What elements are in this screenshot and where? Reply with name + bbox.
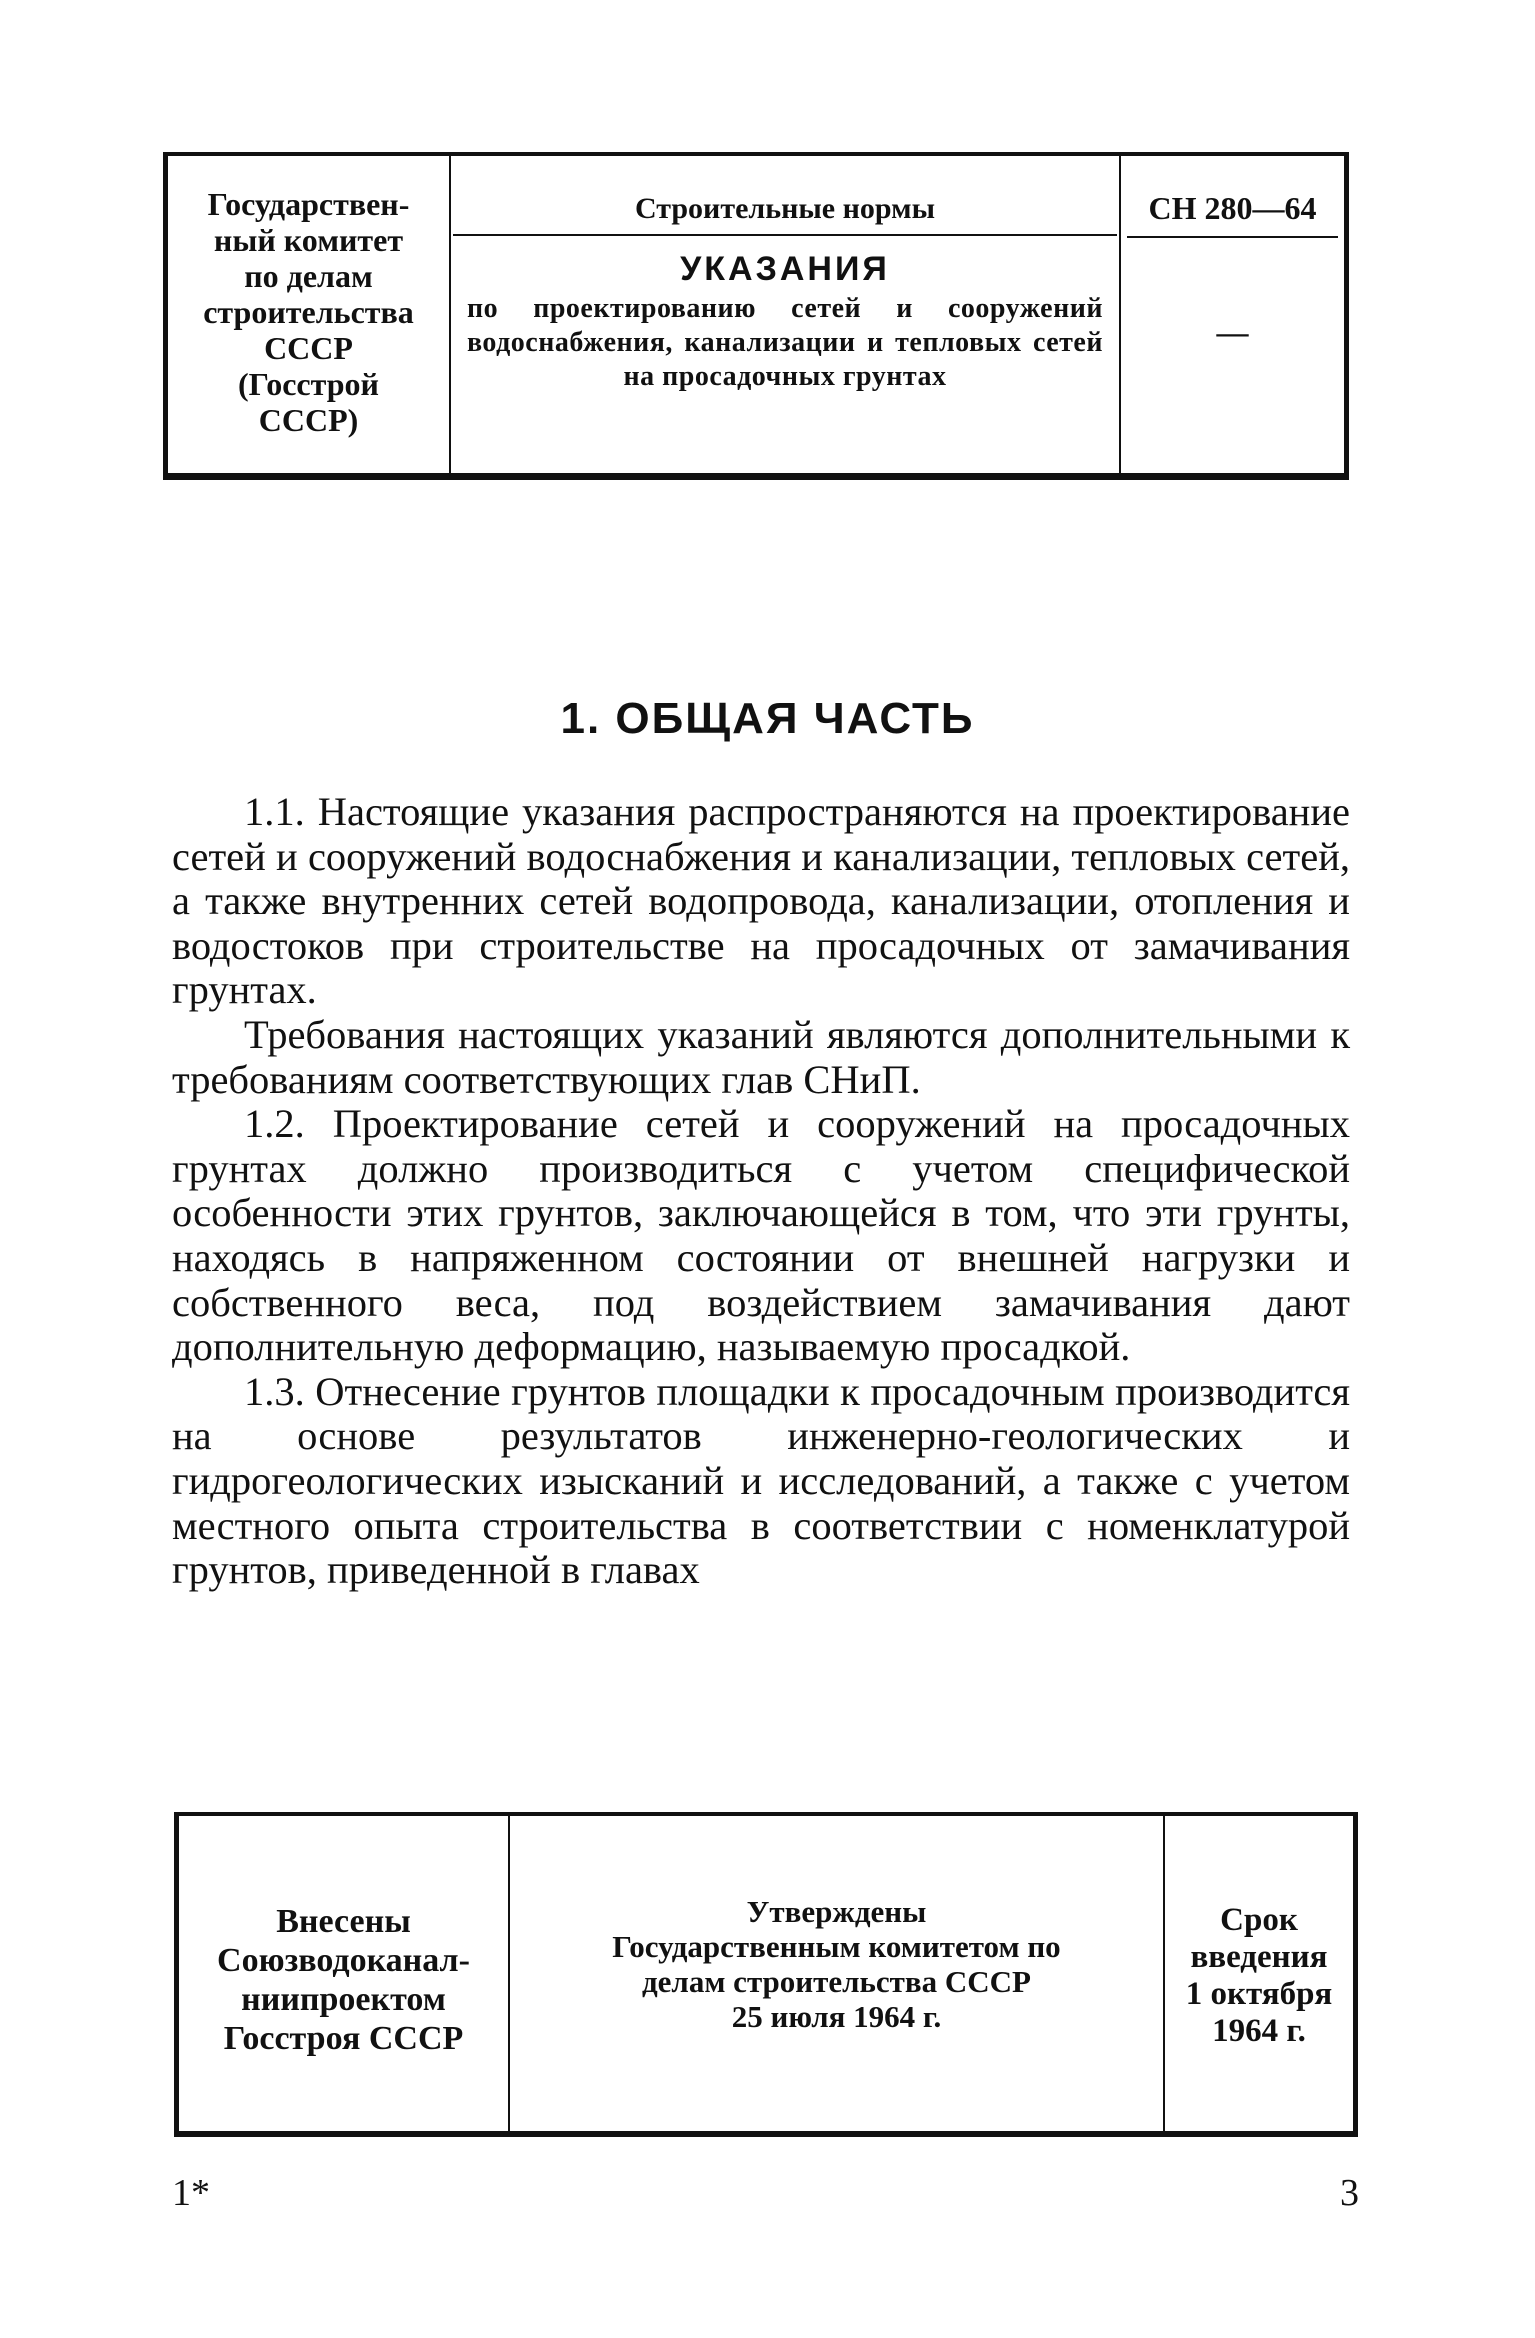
effective-date: 1 октября — [1185, 1976, 1333, 2012]
paragraph-number: 1.1. — [244, 789, 305, 834]
paragraph-1-2 — [172, 1102, 1350, 1370]
effective-label: введения — [1190, 1939, 1328, 1975]
replaces-value: — — [1216, 314, 1249, 350]
document-code-cell — [1121, 156, 1344, 473]
approved-label: Утверждены — [746, 1894, 927, 1929]
paragraph-1-1 — [172, 790, 1350, 1013]
issuing-authority: Государствен- ный комитет по делам строительства СССР (Госстрой СССР) — [168, 156, 451, 473]
paragraph-number: 1.3. — [244, 1368, 305, 1414]
norms-label: Строительные нормы — [453, 192, 1117, 236]
effective-label: Срок — [1220, 1902, 1298, 1938]
paragraph-text: Требования настоящих указаний являются дополнительными к требованиям соответствующих глав СНиП. — [172, 1011, 1350, 1102]
paragraph-text: Проектирование сетей и сооружений на просадочных грунтах должно производиться с учетом специфической особенности этих грунтов, заключающейся в том, что эти грунты, находясь в напряженном состоянии от внешней нагрузки и собственного веса, под воздействием замачивания дают дополнительную деформацию, называемую просадкой. — [172, 1101, 1350, 1370]
submitted-cell — [179, 1816, 510, 2131]
approval-table — [174, 1812, 1358, 2137]
paragraph-1-3 — [172, 1370, 1350, 1593]
paragraph-1-1-continued — [172, 1013, 1350, 1102]
signature-mark: 1* — [172, 2172, 210, 2214]
paragraph-text: Настоящие указания распространяются на проектирование сетей и сооружений водоснабжения и канализации, тепловых сетей, а также внутренних сетей водопровода, канализации, отопления и водостоков при строительстве на просадочных от замачивания грунтах. — [172, 789, 1350, 1013]
paragraph-number: 1.2. — [244, 1101, 305, 1147]
submitted-by-line: ниипроектом — [241, 1981, 446, 2018]
effective-date-cell — [1165, 1816, 1353, 2131]
approved-cell — [510, 1816, 1165, 2131]
document-designation — [451, 156, 1121, 473]
submitted-by-line: Госстроя СССР — [223, 2020, 464, 2057]
document-code: СН 280—64 — [1127, 156, 1338, 238]
submitted-label: Внесены — [276, 1903, 411, 1940]
document-subject: по проектированию сетей и сооружений водоснабжения, канализации и тепловых сетей на просадочных грунтах — [467, 293, 1103, 392]
submitted-by-line: Союзводоканал- — [217, 1942, 470, 1979]
document-title: УКАЗАНИЯ — [680, 250, 890, 288]
section-heading: 1. ОБЩАЯ ЧАСТЬ — [560, 694, 975, 743]
effective-year: 1964 г. — [1212, 2013, 1306, 2049]
document-header-table — [163, 152, 1349, 480]
approved-by-line: Государственным комитетом по — [612, 1929, 1061, 1964]
paragraph-text: Отнесение грунтов площадки к просадочным производится на основе результатов инженерно-геологических и гидрогеологических изысканий и исследований, а также с учетом местного опыта строительства в соответствии с номенклатурой грунтов, приведенной в главах — [172, 1368, 1351, 1593]
section-body — [172, 790, 1350, 1593]
page-number: 3 — [1340, 2172, 1359, 2214]
approved-by-line: делам строительства СССР — [641, 1964, 1031, 1999]
approved-date: 25 июля 1964 г. — [731, 1999, 942, 2034]
